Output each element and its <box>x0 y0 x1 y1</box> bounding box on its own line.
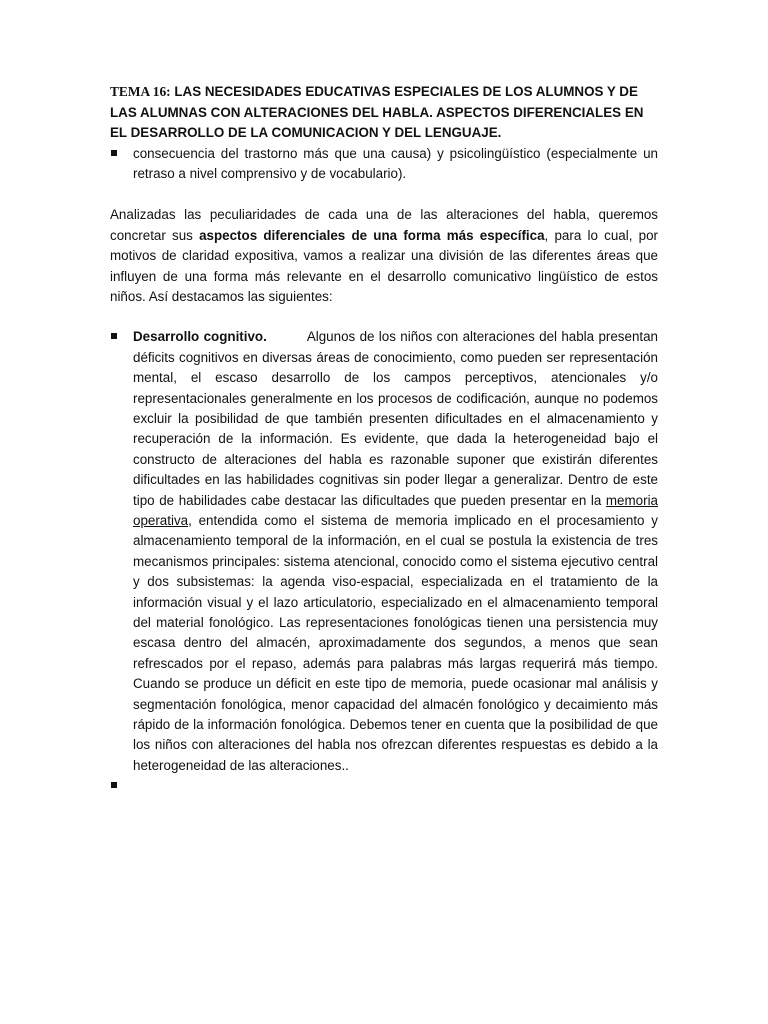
bullet-text: consecuencia del trastorno más que una causa) y psicolingüístico (especialmente un retraso a nivel comprensivo y de vocabulario). <box>133 145 658 181</box>
square-bullet-icon <box>111 333 117 339</box>
cognitive-heading: Desarrollo cognitivo. <box>133 329 267 345</box>
topic-title: LAS NECESIDADES EDUCATIVAS ESPECIALES DE LOS ALUMNOS Y DE LAS ALUMNAS CON ALTERACIONES DEL HABLA. ASPECTOS DIFERENCIALES EN EL DESARROLLO DE LA COMUNICACION Y DEL LENGUAJE. <box>110 84 644 140</box>
list-item <box>110 144 658 185</box>
cognitive-text-end: , entendida como el sistema de memoria implicado en el procesamiento y almacenamiento temporal de la información, en el cual se postula la existencia de tres mecanismos principales: sistema atencional, conocido como el sistema ejecutivo central y dos subsistemas: la agenda viso-espacial, especializada en el tratamiento de la información visual y el lazo articulatorio, especializado en el almacenamiento temporal del material fonológico. Las representaciones fonológicas tienen una persistencia muy escasa dentro del almacén, aproximadamente dos segundos, a menos que sean refrescados por el repaso, además para palabras más largas requerirá más tiempo. Cuando se produce un déficit en este tipo de memoria, puede ocasionar mal análisis y segmentación fonológica, menor capacidad del almacén fonológico y decaimiento más rápido de la información fonológica. Debemos tener en cuenta que la posibilidad de que los niños con alteraciones del habla nos ofrezcan diferentes respuestas es debido a la heterogeneidad de las alteraciones.. <box>133 513 658 773</box>
intro-paragraph <box>110 205 658 307</box>
list-item-empty <box>110 776 658 796</box>
square-bullet-icon <box>111 782 117 788</box>
memoria-operativa-underlined: memoria operativa <box>133 492 658 528</box>
document-title <box>110 82 658 144</box>
square-bullet-icon <box>111 150 117 156</box>
list-item-cognitive <box>110 327 658 776</box>
intro-bold-phrase: aspectos diferenciales de una forma más específica <box>199 227 545 243</box>
intro-text-end: , para lo cual, por motivos de claridad expositiva, vamos a realizar una división de las diferentes áreas que influyen de una forma más relevante en el desarrollo comunicativo lingüístico de estos niños. Así destacamos las siguientes: <box>110 227 658 304</box>
topic-label: TEMA 16: <box>110 84 171 99</box>
document-page <box>110 82 658 797</box>
intro-text-start: Analizadas las peculiaridades de cada una de las alteraciones del habla, queremos concretar sus <box>110 207 658 243</box>
cognitive-text-start: Algunos de los niños con alteraciones del habla presentan déficits cognitivos en diversas áreas de conocimiento, como pueden ser representación mental, el escaso desarrollo de los campos perceptivos, atencionales y/o representacionales generalmente en los procesos de codificación, aunque no podemos excluir la posibilidad de que también presenten dificultades en el almacenamiento y recuperación de la información. Es evidente, que dada la heterogeneidad bajo el constructo de alteraciones del habla es razonable suponer que existirán diferentes dificultades en las habilidades cognitivas sin poder llegar a generalizar. Dentro de este tipo de habilidades cabe destacar las dificultades que pueden presentar en la <box>133 329 659 508</box>
